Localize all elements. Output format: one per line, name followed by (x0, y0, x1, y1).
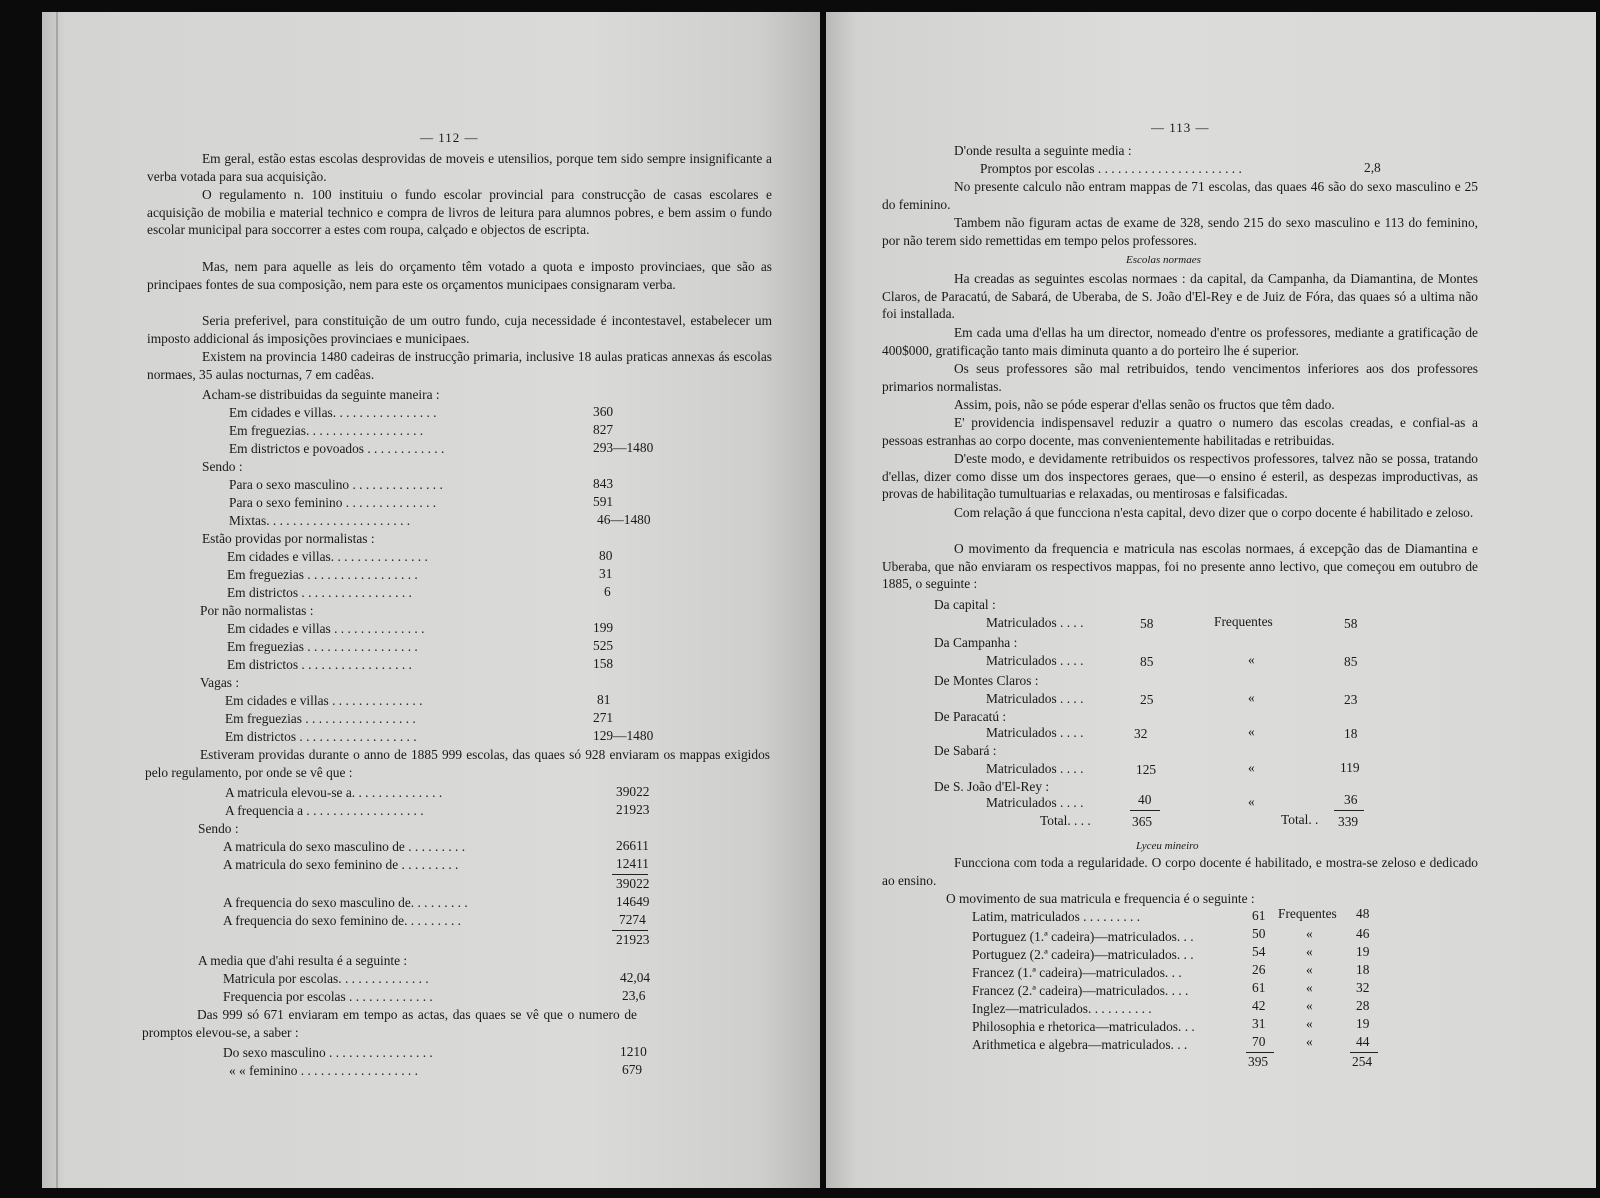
row-freq-label: « (1248, 690, 1255, 705)
school-name: De S. João d'El-Rey : (934, 779, 1050, 794)
left-page (42, 12, 820, 1188)
row-freq: 58 (1344, 616, 1358, 631)
sum-rule (612, 874, 648, 875)
total-label: Total. . (1281, 812, 1319, 827)
row-label: Matriculados . . . . (986, 761, 1084, 776)
section-heading: Escolas normaes (1126, 254, 1201, 266)
row-freq: 19 (1356, 1016, 1370, 1031)
row-freq: 44 (1356, 1034, 1370, 1049)
row-value: 31 (1252, 1016, 1266, 1031)
section-intro: Sendo : (202, 459, 243, 474)
row-freq: 18 (1356, 962, 1370, 977)
row-label: A matricula do sexo masculino de . . . . . . . . . (223, 839, 466, 854)
paragraph: Em geral, estão estas escolas desprovidas de moveis e utensilios, porque tem sido sempre insignificante a verba votada para sua acquisição. (147, 151, 772, 184)
paragraph: Estiveram providas durante o anno de 1885 999 escolas, das quaes só 928 enviaram os mappas exigidos pelo regulamento, por onde se vê que : (145, 747, 770, 780)
row-value: 42,04 (620, 970, 651, 985)
row-value: 26 (1252, 962, 1266, 977)
row-value: 14649 (616, 894, 650, 909)
section-intro: Estão providas por normalistas : (202, 531, 375, 546)
row-label: Em cidades e villas . . . . . . . . . . . . . . (227, 621, 425, 636)
row-label: Em cidades e villas . . . . . . . . . . . . . . (225, 693, 423, 708)
section-intro: Acham-se distribuidas da seguinte maneira : (202, 387, 440, 402)
row-label: Para o sexo feminino . . . . . . . . . . . . . . (229, 495, 437, 510)
row-label: Em districtos . . . . . . . . . . . . . . . . . . (225, 729, 417, 744)
school-name: De Paracatú : (934, 709, 1007, 724)
paragraph: No presente calculo não entram mappas de 71 escolas, das quaes 46 são do sexo masculino e 25 do feminino. (882, 179, 1478, 212)
row-freq: 36 (1344, 792, 1358, 807)
row-label: Em districtos . . . . . . . . . . . . . . . . . (227, 657, 412, 672)
row-value: 42 (1252, 998, 1266, 1013)
row-value: 31 (599, 566, 613, 581)
total-value: 395 (1248, 1054, 1269, 1069)
row-label: Matriculados . . . . (986, 725, 1084, 740)
row-freq: 23 (1344, 692, 1358, 707)
paragraph: Ha creadas as seguintes escolas normaes : da capital, da Campanha, da Diamantina, de Montes Claros, de Paracatú, de Sabará, de Uberaba, de S. João d'El-Rey e de Juiz de Fóra, das quaes só a ultima não foi installada. (882, 271, 1478, 322)
row-value: 61 (1252, 980, 1266, 995)
paragraph: Mas, nem para aquelle as leis do orçamento têm votado a quota e imposto provinciaes, que são as principaes fontes de sua composição, nem para este os orçamentos municipaes consignaram verba. (147, 259, 772, 292)
school-name: De Sabará : (934, 743, 997, 758)
row-value: 525 (593, 638, 614, 653)
row-value: 23,6 (622, 988, 646, 1003)
row-value: 591 (593, 494, 614, 509)
row-value: 293—1480 (593, 440, 654, 455)
row-label: A frequencia do sexo masculino de. . . . . . . . . (223, 895, 468, 910)
row-freq-label: « (1248, 724, 1255, 739)
sum-rule (1350, 1052, 1378, 1053)
row-label: Em freguezias. . . . . . . . . . . . . . . . . . (229, 423, 424, 438)
row-freq-label: « (1306, 998, 1313, 1013)
row-label: Em freguezias . . . . . . . . . . . . . . . . . (227, 567, 418, 582)
row-label: Em districtos . . . . . . . . . . . . . . . . . (227, 585, 412, 600)
paragraph: Tambem não figuram actas de exame de 328, sendo 215 do sexo masculino e 113 do feminino, por não terem sido remettidas em tempo pelos professores. (882, 215, 1478, 248)
sum-rule (1246, 1052, 1274, 1053)
row-value: 199 (593, 620, 614, 635)
row-label: Portuguez (1.ª cadeira)—matriculados. . . (972, 929, 1194, 944)
row-value: 70 (1252, 1034, 1266, 1049)
row-value: 7274 (619, 912, 646, 927)
paragraph: D'este modo, e devidamente retribuidos os respectivos professores, talvez não se possa, tratando d'ellas, dizer como disse um dos inspectores geraes, que—o ensino é esteril, as despezas improductivas, as provas de habilitação tumultuarias e relaxadas, ou mentirosas e falsificadas. (882, 451, 1478, 502)
row-value: 6 (604, 584, 611, 599)
row-label: Francez (1.ª cadeira)—matriculados. . . (972, 965, 1182, 980)
row-label: A matricula do sexo feminino de . . . . . . . . . (223, 857, 459, 872)
row-label: A frequencia a . . . . . . . . . . . . . . . . . . (225, 803, 424, 818)
paragraph: Com relação á que funcciona n'esta capital, devo dizer que o corpo docente é habilitado e zeloso. (954, 505, 1474, 520)
row-value: 81 (597, 692, 611, 707)
section-intro: O movimento de sua matricula e frequencia é o seguinte : (946, 891, 1255, 906)
row-label: Frequencia por escolas . . . . . . . . . . . . . (223, 989, 433, 1004)
row-freq: 19 (1356, 944, 1370, 959)
total-value: 339 (1338, 814, 1359, 829)
row-freq: 48 (1356, 906, 1370, 921)
row-label: Promptos por escolas . . . . . . . . . . . . . . . . . . . . . . (980, 161, 1242, 176)
row-freq-label: « (1248, 652, 1255, 667)
row-freq-label: « (1306, 1034, 1313, 1049)
row-value: 125 (1136, 762, 1157, 777)
row-freq: 28 (1356, 998, 1370, 1013)
row-label: Matriculados . . . . (986, 795, 1084, 810)
row-value: 26611 (616, 838, 649, 853)
row-value: 158 (593, 656, 614, 671)
row-freq: 18 (1344, 726, 1358, 741)
row-value: 129—1480 (593, 728, 654, 743)
paragraph: Os seus professores são mal retribuidos, tendo vencimentos inferiores aos dos professores primarios normalistas. (882, 361, 1478, 394)
row-label: Para o sexo masculino . . . . . . . . . . . . . . (229, 477, 443, 492)
row-value: 2,8 (1364, 160, 1381, 175)
row-label: Inglez—matriculados. . . . . . . . . . (972, 1001, 1152, 1016)
row-value: 32 (1134, 726, 1148, 741)
paragraph: Assim, pois, não se póde esperar d'ellas senão os fructos que têm dado. (954, 397, 1335, 412)
row-freq-label: « (1248, 794, 1255, 809)
paragraph: Funcciona com toda a regularidade. O corpo docente é habilitado, e mostra-se zeloso e dedicado ao ensino. (882, 855, 1478, 888)
school-name: De Montes Claros : (934, 673, 1039, 688)
row-label: Em districtos e povoados . . . . . . . . . . . . (229, 441, 445, 456)
row-value: 58 (1140, 616, 1154, 631)
total-label: Total. . . . (1040, 813, 1091, 828)
row-value: 827 (593, 422, 614, 437)
row-freq: 119 (1340, 760, 1360, 775)
row-value: 1210 (620, 1044, 647, 1059)
section-intro: Vagas : (200, 675, 240, 690)
row-value: 12411 (616, 856, 649, 871)
row-value: 21923 (616, 802, 650, 817)
row-label: Em cidades e villas. . . . . . . . . . . . . . . (227, 549, 428, 564)
row-label: Arithmetica e algebra—matriculados. . . (972, 1037, 1188, 1052)
row-label: Matriculados . . . . (986, 691, 1084, 706)
row-label: Do sexo masculino . . . . . . . . . . . . . . . . (223, 1045, 433, 1060)
row-label: Em cidades e villas. . . . . . . . . . . . . . . . (229, 405, 437, 420)
row-label: Em freguezias . . . . . . . . . . . . . . . . . (227, 639, 418, 654)
school-name: Da capital : (934, 597, 996, 612)
row-label: Matriculados . . . . (986, 653, 1084, 668)
paragraph: Em cada uma d'ellas ha um director, nomeado d'entre os professores, mediante a gratificação de 400$000, gratificação tanto mais diminuta quanto a do porteiro lhe é superior. (882, 325, 1478, 358)
row-label: Portuguez (2.ª cadeira)—matriculados. . . (972, 947, 1194, 962)
school-name: Da Campanha : (934, 635, 1018, 650)
section-intro: D'onde resulta a seguinte media : (954, 143, 1132, 158)
row-freq: 46 (1356, 926, 1370, 941)
row-label: Francez (2.ª cadeira)—matriculados. . . . (972, 983, 1189, 998)
row-value: 50 (1252, 926, 1266, 941)
row-value: 61 (1252, 908, 1266, 923)
row-freq-label: « (1306, 1016, 1313, 1031)
sum-rule (1334, 810, 1364, 811)
paragraph: Seria preferivel, para constituição de um outro fundo, cuja necessidade é incontestavel, estabelecer um imposto addicional ás imposições provinciaes e municipaes. (147, 313, 772, 346)
row-label: Latim, matriculados . . . . . . . . . (972, 909, 1141, 924)
row-label: Matriculados . . . . (986, 615, 1084, 630)
row-value: 25 (1140, 692, 1154, 707)
paragraph: O movimento da frequencia e matricula nas escolas normaes, á excepção das de Diamantina e Uberaba, que não enviaram os respectivos mappas, foi no presente anno lectivo, que começou em outubro de 1885, o seguinte : (882, 541, 1478, 592)
row-value: 271 (593, 710, 614, 725)
sum-rule (1130, 810, 1160, 811)
scan-edge (56, 12, 58, 1188)
row-label: Em freguezias . . . . . . . . . . . . . . . . . (225, 711, 416, 726)
row-value: 40 (1138, 792, 1152, 807)
row-freq-label: « (1306, 926, 1313, 941)
row-freq-label: Frequentes (1214, 614, 1273, 629)
paragraph: O regulamento n. 100 instituiu o fundo escolar provincial para construcção de casas escolares e acquisição de mobilia e material technico e compra de livros de leitura para alumnos pobres, e bem assim o fundo escolar municipal para soccorrer a estes com roupa, calçado e objectos de escripta. (147, 187, 772, 238)
row-total: 39022 (616, 876, 650, 891)
row-label: A matricula elevou-se a. . . . . . . . . . . . . . (225, 785, 443, 800)
row-value: 80 (599, 548, 613, 563)
page-number: — 112 — (420, 130, 479, 145)
section-heading: Lyceu mineiro (1136, 840, 1199, 852)
row-value: 39022 (616, 784, 650, 799)
right-page (826, 12, 1596, 1188)
sum-rule (612, 930, 648, 931)
row-value: 679 (622, 1062, 643, 1077)
section-intro: Por não normalistas : (200, 603, 314, 618)
page-number: — 113 — (1151, 120, 1210, 135)
row-freq-label: Frequentes (1278, 906, 1337, 921)
row-value: 54 (1252, 944, 1266, 959)
row-value: 46—1480 (597, 512, 651, 527)
row-value: 85 (1140, 654, 1154, 669)
paragraph: E' providencia indispensavel reduzir a quatro o numero das escolas creadas, e confial-as a pessoas estranhas ao corpo docente, mas convenientemente habilitadas e retribuidas. (882, 415, 1478, 448)
row-value: 843 (593, 476, 614, 491)
paragraph: Das 999 só 671 enviaram em tempo as actas, das quaes se vê que o numero de promptos elevou-se, a saber : (142, 1007, 637, 1040)
row-freq-label: « (1306, 944, 1313, 959)
row-freq-label: « (1306, 980, 1313, 995)
row-freq-label: « (1306, 962, 1313, 977)
row-freq-label: « (1248, 760, 1255, 775)
row-label: Mixtas. . . . . . . . . . . . . . . . . . . . . . (229, 513, 411, 528)
paragraph: Existem na provincia 1480 cadeiras de instrucção primaria, inclusive 18 aulas praticas annexas ás escolas normaes, 35 aulas nocturnas, 7 em cadêas. (147, 349, 772, 382)
section-intro: Sendo : (198, 821, 239, 836)
row-label: A frequencia do sexo feminino de. . . . . . . . . (223, 913, 461, 928)
total-value: 365 (1132, 814, 1153, 829)
row-total: 21923 (616, 932, 650, 947)
section-intro: A media que d'ahi resulta é a seguinte : (198, 953, 408, 968)
row-label: « « feminino . . . . . . . . . . . . . . . . . . (229, 1063, 418, 1078)
total-value: 254 (1352, 1054, 1373, 1069)
row-label: Philosophia e rhetorica—matriculados. . . (972, 1019, 1195, 1034)
row-freq: 32 (1356, 980, 1370, 995)
row-value: 360 (593, 404, 614, 419)
row-label: Matricula por escolas. . . . . . . . . . . . . . (223, 971, 429, 986)
row-freq: 85 (1344, 654, 1358, 669)
